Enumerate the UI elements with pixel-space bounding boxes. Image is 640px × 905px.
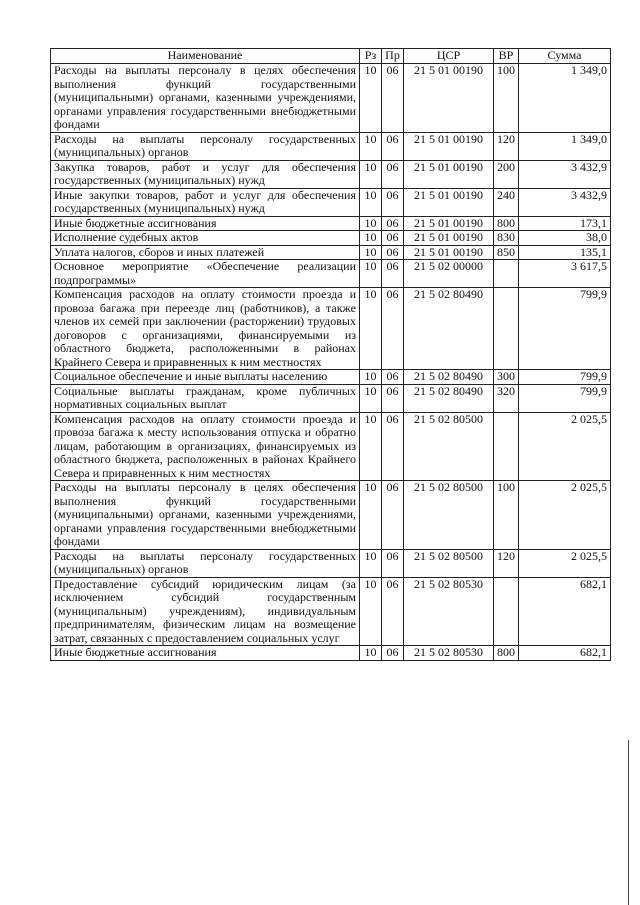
table-header-row xyxy=(51,49,611,64)
table-row xyxy=(51,260,611,288)
row-pr: 06 xyxy=(382,577,404,646)
row-vr: 100 xyxy=(494,64,519,133)
row-name: Расходы на выплаты персоналу в целях обеспечения выполнения функций государственными (муниципальными) органами, казенными учреждениями, органами управления государственными внебюджетными фондами xyxy=(51,64,360,133)
row-name: Иные закупки товаров, работ и услуг для обеспечения государственных (муниципальных) нужд xyxy=(51,188,360,216)
row-rz: 10 xyxy=(360,549,382,577)
table-row xyxy=(51,216,611,231)
row-csr: 21 5 01 00190 xyxy=(404,231,494,246)
row-rz: 10 xyxy=(360,384,382,412)
row-name: Предоставление субсидий юридическим лицам (за исключением субсидий государственным (муниципальным) учреждениям), индивидуальным предпринимателям, физическим лицам на возмещение затрат, связанных с предоставлением социальных услуг xyxy=(51,577,360,646)
row-csr: 21 5 01 00190 xyxy=(404,64,494,133)
row-rz: 10 xyxy=(360,260,382,288)
row-pr: 06 xyxy=(382,412,404,481)
row-name: Иные бюджетные ассигнования xyxy=(51,646,360,661)
table-row xyxy=(51,231,611,246)
row-vr: 320 xyxy=(494,384,519,412)
table-row xyxy=(51,384,611,412)
table-row xyxy=(51,646,611,661)
row-name: Социальное обеспечение и иные выплаты населению xyxy=(51,370,360,385)
row-sum: 799,9 xyxy=(519,370,611,385)
row-pr: 06 xyxy=(382,370,404,385)
row-sum: 2 025,5 xyxy=(519,549,611,577)
row-sum: 2 025,5 xyxy=(519,481,611,550)
row-sum: 1 349,0 xyxy=(519,64,611,133)
row-name: Расходы на выплаты персоналу государственных (муниципальных) органов xyxy=(51,549,360,577)
row-pr: 06 xyxy=(382,245,404,260)
row-name: Иные бюджетные ассигнования xyxy=(51,216,360,231)
row-rz: 10 xyxy=(360,132,382,160)
row-sum: 2 025,5 xyxy=(519,412,611,481)
row-sum: 3 617,5 xyxy=(519,260,611,288)
row-pr: 06 xyxy=(382,384,404,412)
table-row xyxy=(51,188,611,216)
row-csr: 21 5 01 00190 xyxy=(404,160,494,188)
table-row xyxy=(51,132,611,160)
row-pr: 06 xyxy=(382,646,404,661)
row-sum: 1 349,0 xyxy=(519,132,611,160)
row-pr: 06 xyxy=(382,160,404,188)
row-rz: 10 xyxy=(360,231,382,246)
row-csr: 21 5 02 80500 xyxy=(404,481,494,550)
row-sum: 682,1 xyxy=(519,577,611,646)
row-sum: 682,1 xyxy=(519,646,611,661)
row-name: Компенсация расходов на оплату стоимости проезда и провоза багажа к месту использования отпуска и обратно лицам, работающим в организациях, финансируемых из областного бюджета, расположенных в районах Крайнего Севера и приравненных к ним местностях xyxy=(51,412,360,481)
row-vr: 120 xyxy=(494,132,519,160)
row-csr: 21 5 02 80500 xyxy=(404,412,494,481)
row-pr: 06 xyxy=(382,481,404,550)
row-vr xyxy=(494,412,519,481)
row-csr: 21 5 02 80530 xyxy=(404,646,494,661)
table-row xyxy=(51,481,611,550)
row-rz: 10 xyxy=(360,370,382,385)
row-vr: 800 xyxy=(494,646,519,661)
row-pr: 06 xyxy=(382,188,404,216)
row-vr xyxy=(494,260,519,288)
row-pr: 06 xyxy=(382,132,404,160)
row-name: Расходы на выплаты персоналу государственных (муниципальных) органов xyxy=(51,132,360,160)
row-pr: 06 xyxy=(382,216,404,231)
row-vr: 830 xyxy=(494,231,519,246)
page-edge-line xyxy=(628,740,629,905)
row-vr: 100 xyxy=(494,481,519,550)
row-vr xyxy=(494,288,519,370)
row-vr xyxy=(494,577,519,646)
table-row xyxy=(51,412,611,481)
budget-table xyxy=(50,48,611,661)
row-csr: 21 5 02 80490 xyxy=(404,384,494,412)
table-row xyxy=(51,370,611,385)
table-row xyxy=(51,160,611,188)
row-rz: 10 xyxy=(360,412,382,481)
row-pr: 06 xyxy=(382,64,404,133)
row-name: Исполнение судебных актов xyxy=(51,231,360,246)
row-pr: 06 xyxy=(382,549,404,577)
header-vr: ВР xyxy=(494,49,519,64)
row-csr: 21 5 02 00000 xyxy=(404,260,494,288)
row-csr: 21 5 02 80490 xyxy=(404,370,494,385)
row-sum: 3 432,9 xyxy=(519,160,611,188)
row-csr: 21 5 01 00190 xyxy=(404,216,494,231)
row-name: Уплата налогов, сборов и иных платежей xyxy=(51,245,360,260)
row-name: Компенсация расходов на оплату стоимости проезда и провоза багажа при переезде лиц (работников), а также членов их семей при заключении (расторжении) трудовых договоров с организациями, финансируемыми из областного бюджета, расположенными в районах Крайнего Севера и приравненных к ним местностях xyxy=(51,288,360,370)
row-sum: 3 432,9 xyxy=(519,188,611,216)
row-rz: 10 xyxy=(360,577,382,646)
row-vr: 800 xyxy=(494,216,519,231)
row-vr: 300 xyxy=(494,370,519,385)
row-vr: 240 xyxy=(494,188,519,216)
row-rz: 10 xyxy=(360,288,382,370)
row-csr: 21 5 02 80490 xyxy=(404,288,494,370)
row-rz: 10 xyxy=(360,188,382,216)
row-sum: 799,9 xyxy=(519,384,611,412)
row-sum: 799,9 xyxy=(519,288,611,370)
row-sum: 38,0 xyxy=(519,231,611,246)
table-row xyxy=(51,577,611,646)
row-pr: 06 xyxy=(382,288,404,370)
row-rz: 10 xyxy=(360,216,382,231)
row-vr: 200 xyxy=(494,160,519,188)
table-row xyxy=(51,245,611,260)
row-pr: 06 xyxy=(382,231,404,246)
row-vr: 120 xyxy=(494,549,519,577)
row-rz: 10 xyxy=(360,245,382,260)
row-rz: 10 xyxy=(360,481,382,550)
header-sum: Сумма xyxy=(519,49,611,64)
row-csr: 21 5 02 80500 xyxy=(404,549,494,577)
header-name: Наименование xyxy=(51,49,360,64)
table-row xyxy=(51,288,611,370)
row-csr: 21 5 01 00190 xyxy=(404,188,494,216)
row-name: Закупка товаров, работ и услуг для обеспечения государственных (муниципальных) нужд xyxy=(51,160,360,188)
row-csr: 21 5 01 00190 xyxy=(404,245,494,260)
row-csr: 21 5 01 00190 xyxy=(404,132,494,160)
header-pr: Пр xyxy=(382,49,404,64)
table-row xyxy=(51,64,611,133)
row-rz: 10 xyxy=(360,64,382,133)
row-rz: 10 xyxy=(360,646,382,661)
header-csr: ЦСР xyxy=(404,49,494,64)
row-sum: 173,1 xyxy=(519,216,611,231)
row-sum: 135,1 xyxy=(519,245,611,260)
row-rz: 10 xyxy=(360,160,382,188)
row-name: Основное мероприятие «Обеспечение реализации подпрограммы» xyxy=(51,260,360,288)
row-name: Социальные выплаты гражданам, кроме публичных нормативных социальных выплат xyxy=(51,384,360,412)
row-csr: 21 5 02 80530 xyxy=(404,577,494,646)
row-name: Расходы на выплаты персоналу в целях обеспечения выполнения функций государственными (муниципальными) органами, казенными учреждениями, органами управления государственными внебюджетными фондами xyxy=(51,481,360,550)
row-pr: 06 xyxy=(382,260,404,288)
row-vr: 850 xyxy=(494,245,519,260)
header-rz: Рз xyxy=(360,49,382,64)
table-row xyxy=(51,549,611,577)
